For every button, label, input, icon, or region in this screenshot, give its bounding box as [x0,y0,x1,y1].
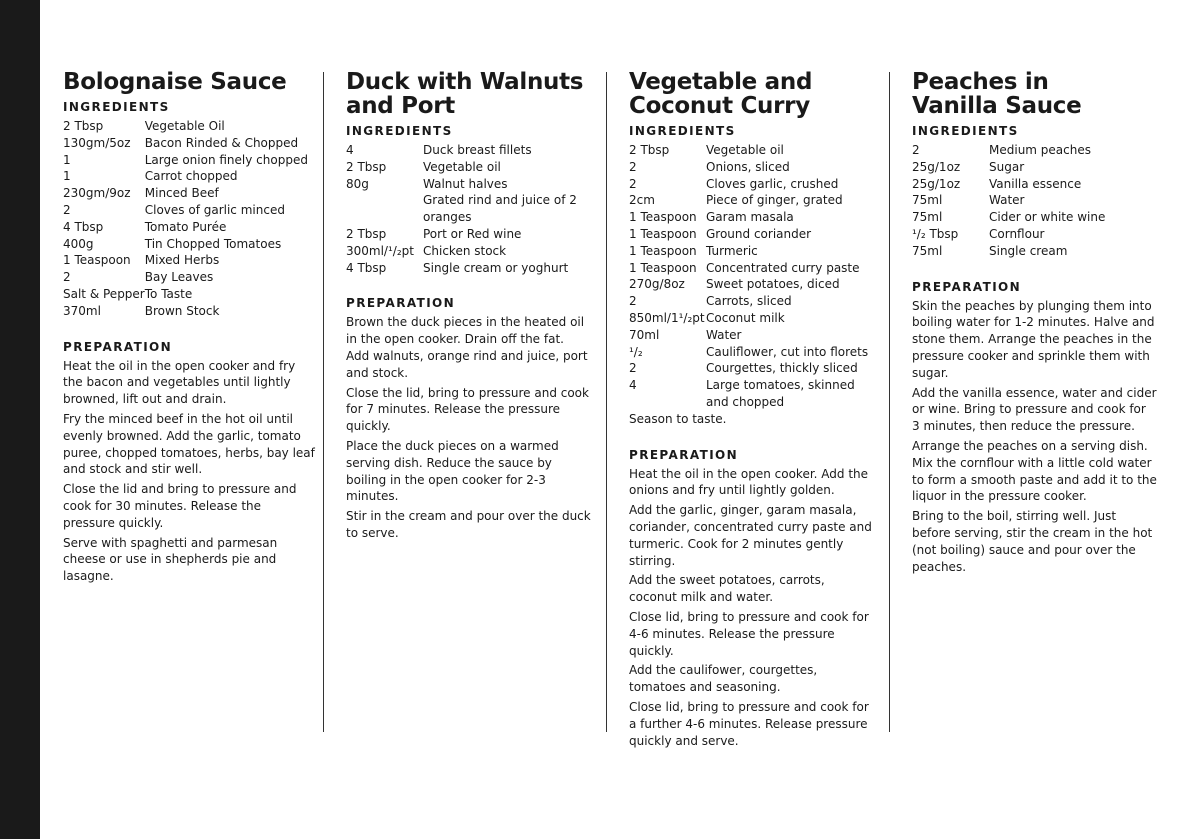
recipe-title [629,70,874,118]
preparation-step: Arrange the peaches on a serving dish. Mix the cornflour with a little cold water to form a smooth paste and add it to the liquor in the pressure cooker. [912,438,1157,504]
ingredient-item: Vegetable oil [706,143,784,157]
preparation-step: Close lid, bring to pressure and cook for 4-6 minutes. Release the pressure quickly. [629,609,869,658]
ingredient-quantity: 1 Teaspoon [629,226,697,241]
ingredient-item: Water [706,327,742,342]
ingredient-quantity: 4 [346,143,354,157]
ingredient-row [629,327,874,344]
recipe-column [912,70,1157,578]
ingredient-item: Chicken stock [423,243,507,258]
ingredient-item: Vegetable Oil [144,119,225,133]
preparation-step: Place the duck pieces on a warmed serving dish. Reduce the sauce by boiling in the open cooker for 2-3 minutes. [346,438,559,504]
ingredient-row [346,159,591,176]
preparation-heading: PREPARATION [346,296,456,311]
ingredient-quantity: 300ml/¹/₂pt [346,243,414,258]
ingredient-item: Mixed Herbs [144,253,220,268]
ingredient-item: Vegetable oil [423,159,501,174]
ingredient-quantity: 2 [629,159,637,174]
recipe-page [40,0,1191,839]
ingredient-item: Coconut milk [706,310,785,325]
ingredient-quantity: 1 [63,169,71,184]
ingredient-item: Cider or white wine [989,210,1106,225]
ingredients-heading: INGREDIENTS [346,124,453,138]
preparation-step: Close lid, bring to pressure and cook for a further 4-6 minutes. Release pressure quickly and serve. [629,699,869,748]
ingredient-row [346,260,591,277]
ingredient-row [912,209,1105,226]
ingredient-row [346,243,591,260]
ingredient-quantity: 2 Tbsp [629,143,670,157]
seasoning-note: Season to taste. [629,411,727,426]
ingredient-row [629,293,874,310]
ingredient-quantity: 850ml/1¹/₂pt [629,310,705,325]
ingredient-item: Onions, sliced [706,159,790,174]
ingredient-row [629,209,874,226]
ingredient-quantity: 2 [63,270,71,285]
ingredient-row [63,118,308,135]
ingredient-item: Port or Red wine [423,226,522,241]
recipe-title-line: Vanilla Sauce [912,93,1082,119]
ingredient-row [629,310,874,327]
ingredient-row [346,142,591,159]
ingredient-row [629,176,874,193]
recipe-title-line: and Port [346,93,455,119]
ingredient-row [629,142,874,159]
preparation-step: Close the lid, bring to pressure and cook for 7 minutes. Release the pressure quickly. [346,385,589,434]
ingredient-quantity: 1 Teaspoon [629,243,697,258]
preparation-heading: PREPARATION [912,279,1022,294]
preparation-step: Skin the peaches by plunging them into boiling water for 1-2 minutes. Halve and stone them. Arrange the peaches in the pressure cooker and sprinkle them with sugar. [912,298,1155,380]
ingredient-row [912,176,1105,193]
ingredient-item: Courgettes, thickly sliced [706,361,858,376]
preparation-step: Brown the duck pieces in the heated oil in the open cooker. Drain off the fat. Add walnuts, orange rind and juice, port and stock. [346,315,588,380]
ingredient-item: Single cream or yoghurt [423,260,569,275]
ingredient-quantity: 2 Tbsp [346,159,387,174]
preparation-step: Close the lid and bring to pressure and cook for 30 minutes. Release the pressure quickly. [63,482,297,530]
preparation-step: Add the vanilla essence, water and cider or wine. Bring to pressure and cook for 3 minutes, then reduce the pressure. [912,385,1157,434]
ingredient-row [912,159,1105,176]
ingredient-quantity: ¹/₂ Tbsp [912,226,959,241]
ingredient-item: Carrot chopped [144,169,238,184]
recipe-title-line: Peaches in [912,69,1049,95]
ingredient-row [63,168,308,185]
ingredient-row [629,377,874,411]
ingredient-quantity: 25g/1oz [912,176,961,191]
ingredients-heading: INGREDIENTS [629,124,736,138]
ingredient-quantity: 230gm/9oz [63,186,131,201]
ingredient-item: Turmeric [706,243,758,258]
recipe-column [346,70,591,545]
ingredient-row [346,226,591,243]
ingredient-row [63,185,308,202]
ingredient-item: Large onion finely chopped [144,152,308,167]
ingredient-quantity: 130gm/5oz [63,135,131,150]
preparation-heading: PREPARATION [629,447,739,462]
ingredient-quantity: ¹/₂ [629,344,643,359]
ingredients-heading: INGREDIENTS [912,124,1019,138]
ingredient-row [912,192,1105,209]
ingredient-quantity: 2cm [629,193,655,208]
ingredient-item: Sugar [989,159,1025,174]
preparation-step: Stir in the cream and pour over the duck to serve. [346,509,591,540]
ingredient-quantity: 2 Tbsp [346,226,387,241]
ingredient-item: Grated rind and juice of 2 oranges [423,193,577,225]
ingredient-item: Duck breast fillets [423,143,532,157]
ingredient-quantity: 4 Tbsp [346,260,387,275]
ingredient-item: Bay Leaves [144,270,214,285]
ingredient-item: Piece of ginger, grated [706,193,843,208]
ingredient-quantity: 2 [629,361,637,376]
preparation-step: Fry the minced beef in the hot oil until evenly browned. Add the garlic, tomato puree, chopped tomatoes, herbs, bay leaf and stock and stir well. [63,411,315,477]
ingredient-row [63,269,308,286]
ingredient-item: Tin Chopped Tomatoes [144,236,282,251]
ingredient-quantity: 2 [629,176,637,191]
ingredient-quantity: 75ml [912,243,943,258]
ingredient-quantity: 2 [63,202,71,217]
ingredient-quantity: 2 [912,143,920,157]
ingredient-row [63,236,308,253]
ingredient-row [912,243,1105,260]
ingredient-quantity: 1 Teaspoon [629,260,697,275]
ingredient-item: Minced Beef [144,186,219,201]
ingredient-item: Cornflour [989,226,1045,241]
preparation-heading: PREPARATION [63,339,173,354]
ingredients-table [912,142,1105,260]
ingredient-item: Single cream [989,243,1068,258]
ingredient-row [629,344,874,361]
recipe-title-line: Duck with Walnuts [346,69,584,95]
ingredient-quantity [346,192,423,226]
ingredient-row [629,226,874,243]
preparation-step: Serve with spaghetti and parmesan cheese or use in shepherds pie and lasagne. [63,535,278,584]
ingredient-row [63,152,308,169]
ingredient-row [63,303,308,320]
preparation-step: Heat the oil in the open cooker and fry the bacon and vegetables until lightly browned, lift out and drain. [63,358,296,407]
ingredient-quantity: 4 [629,378,637,393]
ingredient-item: Walnut halves [423,176,508,191]
recipe-title [346,70,591,118]
ingredient-quantity: 1 Teaspoon [629,210,697,225]
preparation-step: Add the garlic, ginger, garam masala, coriander, concentrated curry paste and turmeric. Cook for 2 minutes gently stirring. [629,503,872,568]
preparation-step: Heat the oil in the open cooker. Add the onions and fry until lightly golden. [629,466,869,498]
ingredient-quantity: 75ml [912,193,943,208]
recipe-column [629,70,874,752]
ingredient-row [912,226,1105,243]
ingredient-item: Water [989,193,1025,208]
ingredient-quantity: 2 Tbsp [63,119,104,133]
column-divider [889,72,890,732]
ingredient-quantity: 370ml [63,303,101,318]
ingredient-quantity: 25g/1oz [912,159,961,174]
ingredient-item: Sweet potatoes, diced [706,277,840,292]
ingredient-item: Cloves of garlic minced [144,202,285,217]
ingredient-item: Ground coriander [706,226,812,241]
ingredient-quantity: 1 [63,152,71,167]
ingredient-item: Cloves garlic, crushed [706,176,839,191]
ingredient-row [346,192,591,226]
ingredient-row [629,276,874,293]
ingredient-item: Bacon Rinded & Chopped [144,135,299,150]
ingredient-row [629,159,874,176]
ingredient-item: Brown Stock [144,303,220,318]
ingredient-quantity: 400g [63,236,94,251]
ingredient-item: Tomato Purée [144,219,227,234]
ingredient-row [63,135,308,152]
ingredient-row [629,243,874,260]
ingredient-row [629,360,874,377]
ingredient-row [63,286,308,303]
recipe-title-line: Coconut Curry [629,93,810,119]
recipe-title [63,70,315,94]
ingredient-item: Garam masala [706,210,794,225]
ingredient-item: To Taste [144,286,193,301]
ingredient-quantity: 75ml [912,210,943,225]
ingredient-item: Large tomatoes, skinned and chopped [706,378,855,409]
ingredient-row [629,192,874,209]
ingredient-item: Cauliflower, cut into florets [706,344,869,359]
preparation-step: Add the caulifower, courgettes, tomatoes and seasoning. [629,663,818,695]
ingredient-row [346,176,591,193]
ingredient-quantity: Salt & Pepper [63,286,145,301]
ingredient-row [63,252,308,269]
ingredient-item: Medium peaches [989,143,1091,157]
ingredient-quantity: 80g [346,176,369,191]
ingredient-item: Vanilla essence [989,176,1082,191]
ingredient-quantity: 270g/8oz [629,277,685,292]
column-divider [323,72,324,732]
ingredient-row [912,142,1105,159]
ingredients-table [629,142,874,411]
ingredient-quantity: 2 [629,294,637,309]
recipe-column [63,70,315,588]
ingredients-heading: INGREDIENTS [63,100,170,114]
ingredient-quantity: 70ml [629,327,660,342]
ingredient-quantity: 4 Tbsp [63,219,104,234]
ingredient-row [63,202,308,219]
ingredient-row [629,260,874,277]
ingredient-item: Carrots, sliced [706,294,792,309]
recipe-title [912,70,1157,118]
column-divider [606,72,607,732]
preparation-step: Bring to the boil, stirring well. Just before serving, stir the cream in the hot (not boiling) sauce and pour over the peaches. [912,509,1153,574]
ingredients-table [63,118,308,320]
ingredients-table [346,142,591,276]
ingredient-quantity: 1 Teaspoon [63,253,131,268]
ingredient-row [63,219,308,236]
recipe-title-line: Bolognaise Sauce [63,69,287,95]
recipe-title-line: Vegetable and [629,69,813,95]
ingredient-item: Concentrated curry paste [706,260,860,275]
preparation-step: Add the sweet potatoes, carrots, coconut milk and water. [629,573,825,605]
